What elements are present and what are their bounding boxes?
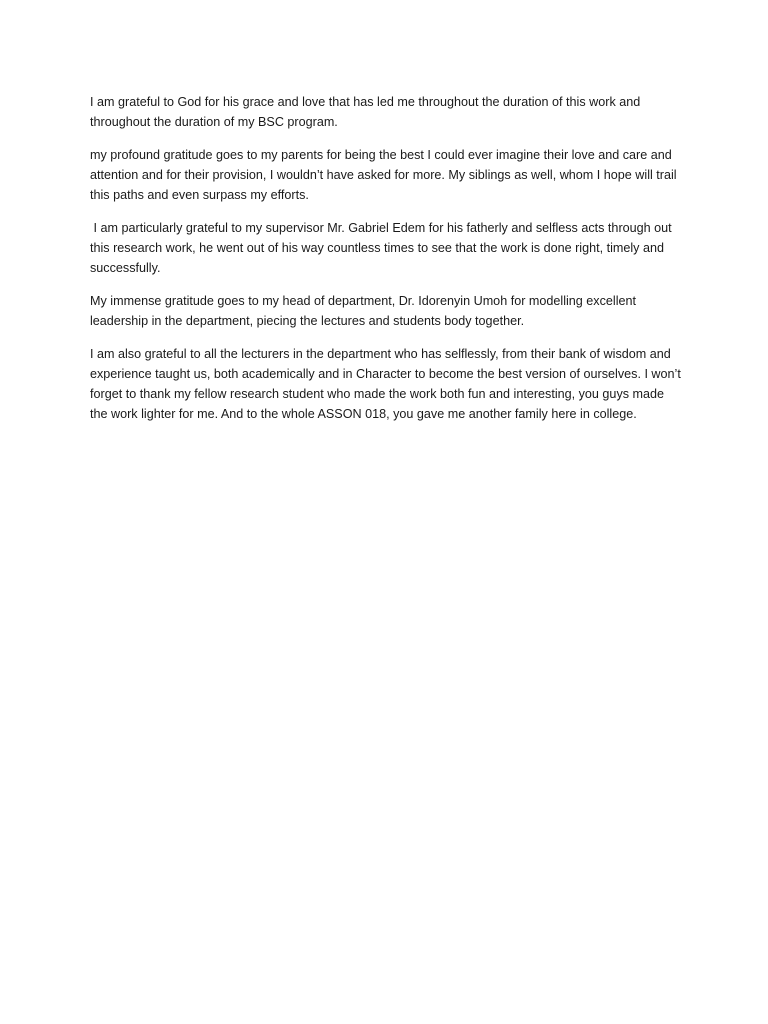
acknowledgement-body xyxy=(90,92,685,437)
paragraph-gratitude-to-parents: my profound gratitude goes to my parents for being the best I could ever imagine their love and care and attention and for their provision, I wouldn’t have asked for more. My siblings as well, whom I hope will trail this paths and even surpass my efforts. xyxy=(90,148,681,202)
paragraph-gratitude-to-supervisor: I am particularly grateful to my supervisor Mr. Gabriel Edem for his fatherly and selfless acts through out this research work, he went out of his way countless times to see that the work is done right, timely and successfully. xyxy=(90,221,676,275)
paragraph-gratitude-to-god: I am grateful to God for his grace and love that has led me throughout the duration of this work and throughout the duration of my BSC program. xyxy=(90,95,644,129)
paragraph-gratitude-to-head-of-department: My immense gratitude goes to my head of department, Dr. Idorenyin Umoh for modelling excellent leadership in the department, piecing the lectures and students body together. xyxy=(90,294,640,328)
paragraph-gratitude-to-lecturers-and-peers: I am also grateful to all the lecturers in the department who has selflessly, from their bank of wisdom and experience taught us, both academically and in Character to become the best version of ourselves. I won’t forget to thank my fellow research student who made the work both fun and interesting, you guys made the work lighter for me. And to the whole ASSON 018, you gave me another family here in college. xyxy=(90,347,685,421)
